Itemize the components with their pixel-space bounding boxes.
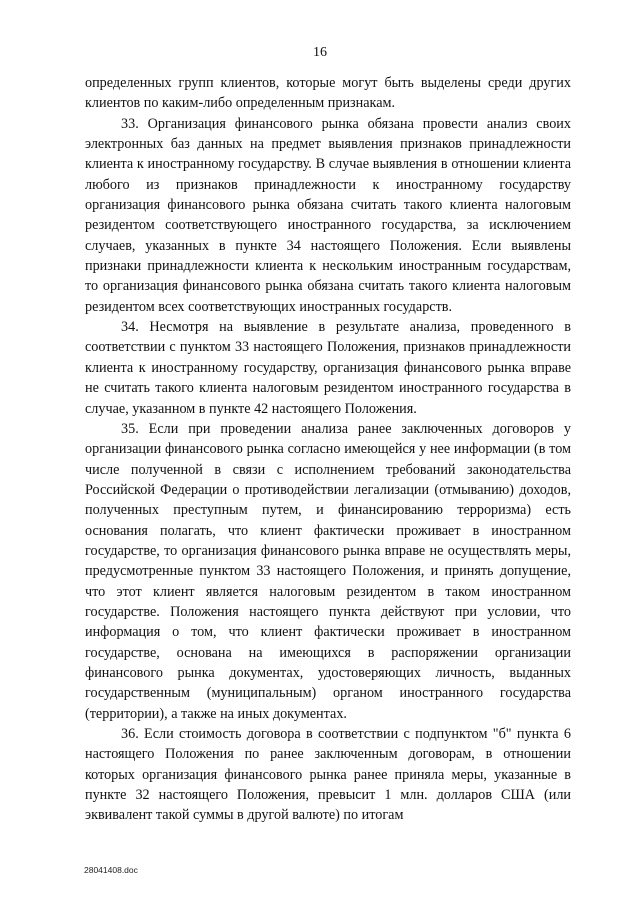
page-number: 16 [313, 45, 327, 60]
paragraph-35: 35. Если при проведении анализа ранее заключенных договоров у организации финансового рынка согласно имеющейся у нее информации (в том числе полученной в связи с исполнением требований законодательства Российской Федерации о противодействии легализации (отмыванию) доходов, полученных преступным путем, и финансированию терроризма) есть основания полагать, что клиент фактически проживает в иностранном государстве, то организация финансового рынка вправе не осуществлять меры, предусмотренные пунктом 33 настоящего Положения, и принять допущение, что этот клиент является налоговым резидентом в таком иностранном государстве. Положения настоящего пункта действуют при условии, что информация о том, что клиент фактически проживает в иностранном государстве, основана на имеющихся в распоряжении организации финансового рынка документах, удостоверяющих личность, выданных государственным (муниципальным) органом иностранного государства (территории), а также на иных документах. [85, 420, 571, 722]
paragraph-36: 36. Если стоимость договора в соответствии с подпунктом "б" пункта 6 настоящего Положения по ранее заключенным договорам, в отношении которых организация финансового рынка ранее приняла меры, указанные в пункте 32 настоящего Положения, превысит 1 млн. долларов США (или эквивалент такой суммы в другой валюте) по итогам [85, 726, 571, 824]
paragraph-34: 34. Несмотря на выявление в результате анализа, проведенного в соответствии с пунктом 33 настоящего Положения, признаков принадлежности клиента к иностранному государству, организация финансового рынка вправе не считать такого клиента налоговым резидентом иностранного государства в случае, указанном в пункте 42 настоящего Положения. [85, 319, 571, 417]
footer-filename: 28041408.doc [84, 865, 138, 875]
paragraph-33: 33. Организация финансового рынка обязана провести анализ своих электронных баз данных на предмет выявления признаков принадлежности клиента к иностранному государству. В случае выявления в отношении клиента любого из признаков принадлежности к иностранному государству организация финансового рынка обязана считать такого клиента налоговым резидентом соответствующего иностранного государства, за исключением случаев, указанных в пункте 34 настоящего Положения. Если выявлены признаки принадлежности клиента к нескольким иностранным государствам, то организация финансового рынка обязана считать такого клиента налоговым резидентом всех соответствующих иностранных государств. [85, 115, 571, 315]
paragraph-continuation: определенных групп клиентов, которые могут быть выделены среди других клиентов по каким-либо определенным признакам. [85, 75, 571, 112]
document-body [85, 73, 571, 826]
